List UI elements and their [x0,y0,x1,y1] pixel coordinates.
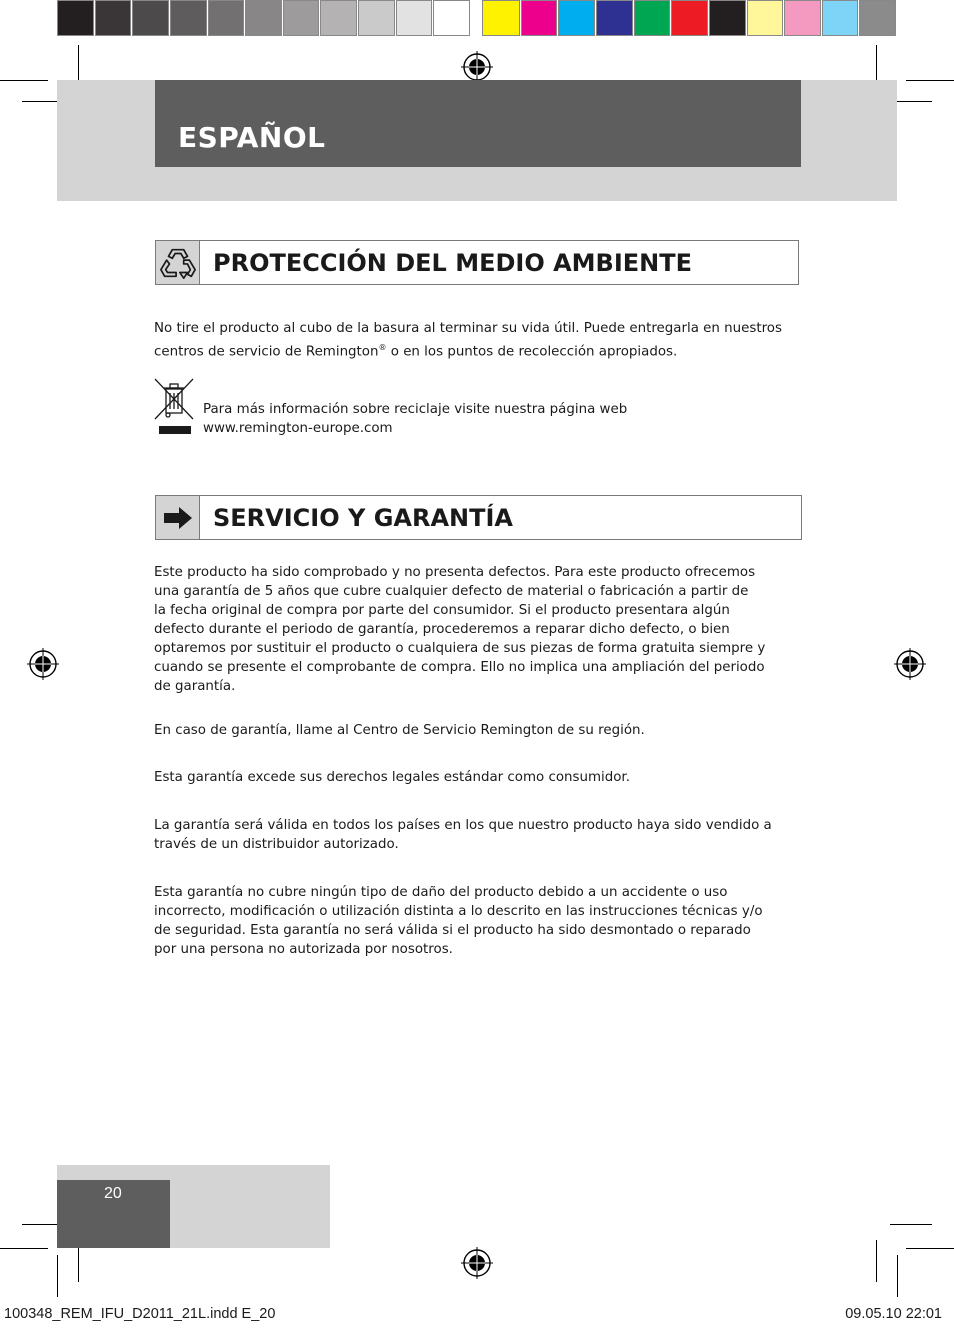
text-line: de garantía. [154,679,236,694]
registration-mark-icon [461,1247,493,1279]
color-swatch [558,0,595,36]
file-slug: 100348_REM_IFU_D2011_21L.indd E_20 [4,1306,276,1322]
arrow-right-icon [163,506,193,530]
color-swatch [358,0,395,36]
text-line: La garantía será válida en todos los países en los que nuestro producto haya sido vendido a [154,818,772,833]
color-swatch [132,0,169,36]
text-line: Esta garantía excede sus derechos legales estándar como consumidor. [154,770,630,785]
text-line: centros de servicio de Remington [154,344,379,360]
text-line: o en los puntos de recolección apropiados. [386,344,678,360]
registration-mark-icon [27,648,59,680]
recycle-info [203,400,803,438]
color-swatch [208,0,245,36]
section-title: SERVICIO Y GARANTÍA [213,503,513,532]
warranty-paragraph-4 [154,816,804,854]
environment-paragraph [154,319,804,361]
text-line: de seguridad. Esta garantía no será válida si el producto ha sido desmontado o reparado [154,923,751,938]
page-title: ESPAÑOL [178,121,326,154]
crop-mark [57,1255,58,1297]
website-link[interactable]: www.remington-europe.com [203,421,393,436]
warranty-paragraph-5 [154,883,804,959]
date-time-slug: 09.05.10 22:01 [845,1306,942,1322]
section-icon-cell [156,241,200,284]
section-header-environment [155,240,799,285]
color-swatch [747,0,784,36]
text-line: por una persona no autorizada por nosotros. [154,942,453,957]
color-swatch [57,0,94,36]
color-swatch [859,0,896,36]
text-line: Este producto ha sido comprobado y no presenta defectos. Para este producto ofrecemos [154,565,756,580]
registration-mark-icon [461,51,493,83]
color-swatch [320,0,357,36]
recycle-info-text: Para más información sobre reciclaje visite nuestra página web [203,402,628,417]
crop-mark [906,80,954,81]
crop-mark [0,80,48,81]
warranty-paragraph-2 [154,721,804,740]
warranty-paragraph-1 [154,563,804,696]
recycle-icon [159,244,197,282]
text-line: la fecha original de compra por parte del consumidor. Si el producto presentara algún [154,603,730,618]
color-swatch [245,0,282,36]
text-line: defecto durante el periodo de garantía, procederemos a reparar dicho defecto, o bien [154,622,730,637]
text-line: optaremos por sustituir el producto o cualquiera de sus piezas de forma gratuita siempre y [154,641,766,656]
text-line: través de un distribuidor autorizado. [154,837,399,852]
section-header-service [155,495,802,540]
color-swatch [521,0,558,36]
color-swatch [396,0,433,36]
color-swatch [709,0,746,36]
text-line: No tire el producto al cubo de la basura al terminar su vida útil. Puede entregarla en nuestros [154,321,782,336]
crop-mark [897,1255,898,1297]
color-swatch [433,0,470,36]
crop-mark [0,1248,48,1249]
color-swatch [634,0,671,36]
text-line: cuando se presente el comprobante de compra. Ello no implica una ampliación del periodo [154,660,765,675]
color-swatch [596,0,633,36]
section-title: PROTECCIÓN DEL MEDIO AMBIENTE [213,248,693,277]
crop-mark [906,1248,954,1249]
registration-mark-icon [894,648,926,680]
text-line: Esta garantía no cubre ningún tipo de daño del producto debido a un accidente o uso [154,885,728,900]
color-swatch [822,0,859,36]
text-line: En caso de garantía, llame al Centro de Servicio Remington de su región. [154,723,645,738]
section-icon-cell [156,496,200,539]
crossed-bin-icon [153,377,195,437]
color-calibration-bar [57,0,897,38]
color-swatch [95,0,132,36]
color-swatch [784,0,821,36]
crop-mark [876,1240,877,1282]
page-number: 20 [104,1185,122,1202]
text-line: una garantía de 5 años que cubre cualquier defecto de material o fabricación a partir de [154,584,749,599]
registered-mark: ® [378,343,387,352]
text-line: incorrecto, modificación o utilización distinta a lo descrito en las instrucciones técnicas y/o [154,904,763,919]
color-swatch [170,0,207,36]
color-swatch [482,0,520,36]
crop-mark [890,1224,932,1225]
warranty-paragraph-3 [154,768,804,787]
color-swatch [671,0,708,36]
color-swatch [283,0,320,36]
